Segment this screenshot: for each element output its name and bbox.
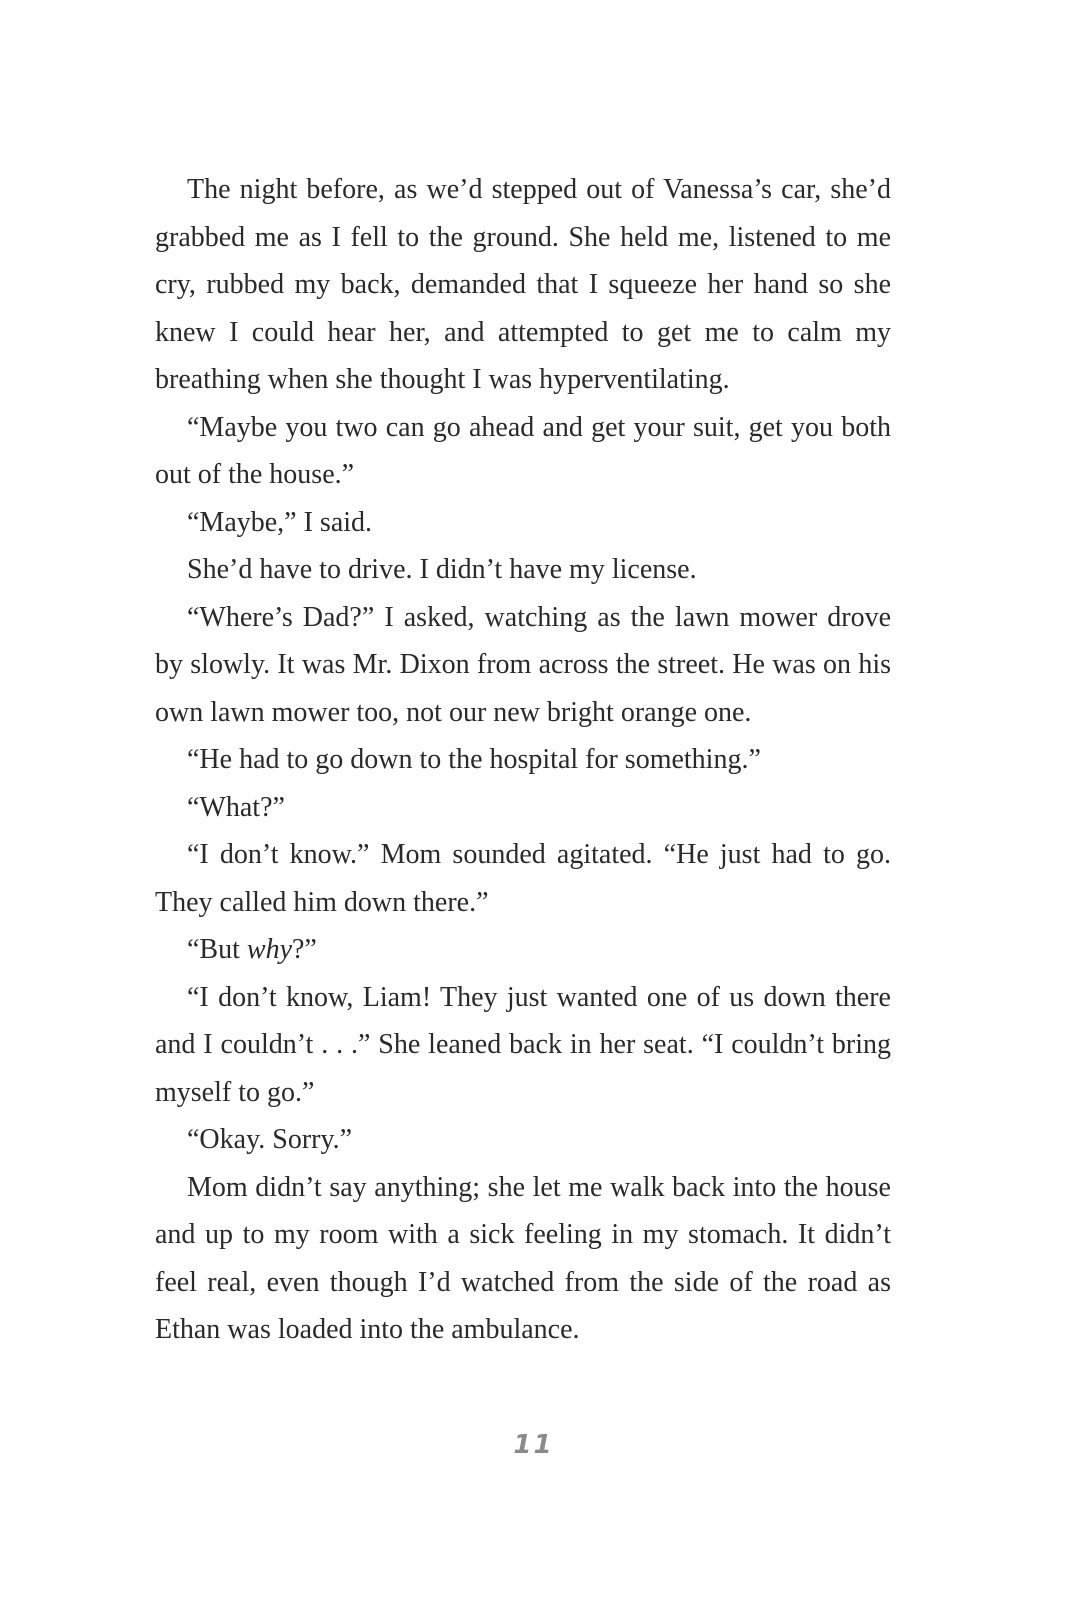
paragraph-text: ?”: [292, 934, 317, 965]
page-number: 11: [513, 1430, 554, 1460]
paragraph: Mom didn’t say anything; she let me walk back into the house and up to my room with a sick feeling in my stomach. It didn’t feel real, even though I’d watched from the side of the road as Ethan was loaded into the ambulance.: [155, 1171, 891, 1345]
paragraph: “Okay. Sorry.”: [187, 1124, 353, 1155]
paragraph: “Maybe you two can go ahead and get your suit, get you both out of the house.”: [155, 411, 891, 490]
paragraph: “Maybe,” I said.: [187, 506, 373, 538]
paragraph: [155, 926, 891, 974]
paragraph: “Where’s Dad?” I asked, watching as the lawn mower drove by slowly. It was Mr. Dixon from across the street. He was on his own lawn mower too, not our new bright orange one.: [155, 601, 891, 728]
emphasized-word: why: [246, 934, 292, 965]
paragraph-text: “But: [187, 934, 247, 965]
paragraph: The night before, as we’d stepped out of Vanessa’s car, she’d grabbed me as I fell to the ground. She held me, listened to me cry, rubbed my back, demanded that I squeeze her hand so she knew I could hear her, and attempted to get me to calm my breathing when she thought I was hyperventilating.: [155, 174, 891, 395]
paragraph: “I don’t know, Liam! They just wanted one of us down there and I couldn’t . . .” She leaned back in her seat. “I couldn’t bring myself to go.”: [155, 981, 891, 1108]
body-text: [155, 166, 891, 1354]
paragraph: She’d have to drive. I didn’t have my license.: [187, 554, 697, 585]
paragraph: “I don’t know.” Mom sounded agitated. “He just had to go. They called him down there.”: [155, 839, 891, 918]
paragraph: “He had to go down to the hospital for something.”: [187, 744, 761, 775]
paragraph: “What?”: [187, 791, 285, 823]
